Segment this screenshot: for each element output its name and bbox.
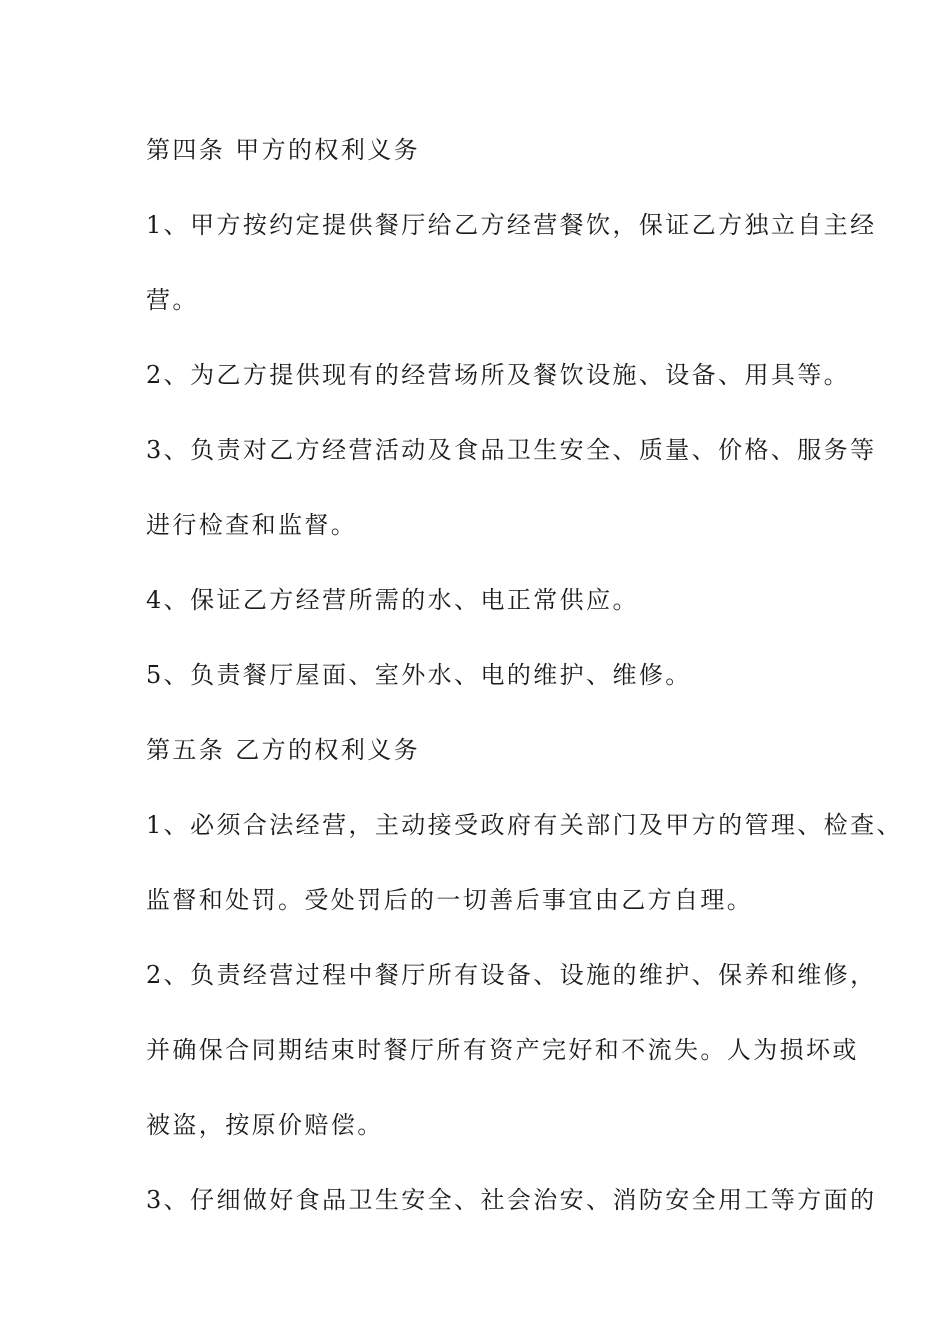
paragraph-line: 5、负责餐厅屋面、室外水、电的维护、维修。 [146,661,692,689]
paragraph-line: 2、负责经营过程中餐厅所有设备、设施的维护、保养和维修， [146,961,877,989]
paragraph-line: 进行检查和监督。 [146,511,358,539]
paragraph-line: 3、负责对乙方经营活动及食品卫生安全、质量、价格、服务等 [146,436,877,464]
paragraph-line: 监督和处罚。受处罚后的一切善后事宜由乙方自理。 [146,886,754,914]
paragraph-line: 4、保证乙方经营所需的水、电正常供应。 [146,586,639,614]
paragraph-line: 被盗，按原价赔偿。 [146,1111,384,1139]
paragraph-line: 营。 [146,286,199,314]
paragraph-line: 1、必须合法经营，主动接受政府有关部门及甲方的管理、检查、 [146,811,903,839]
section-heading-article-5: 第五条 乙方的权利义务 [146,736,421,764]
paragraph-line: 3、仔细做好食品卫生安全、社会治安、消防安全用工等方面的 [146,1186,877,1214]
paragraph-line: 并确保合同期结束时餐厅所有资产完好和不流失。人为损坏或 [146,1036,859,1064]
paragraph-line: 2、为乙方提供现有的经营场所及餐饮设施、设备、用具等。 [146,361,851,389]
section-heading-article-4: 第四条 甲方的权利义务 [146,136,421,164]
paragraph-line: 1、甲方按约定提供餐厅给乙方经营餐饮，保证乙方独立自主经 [146,211,877,239]
